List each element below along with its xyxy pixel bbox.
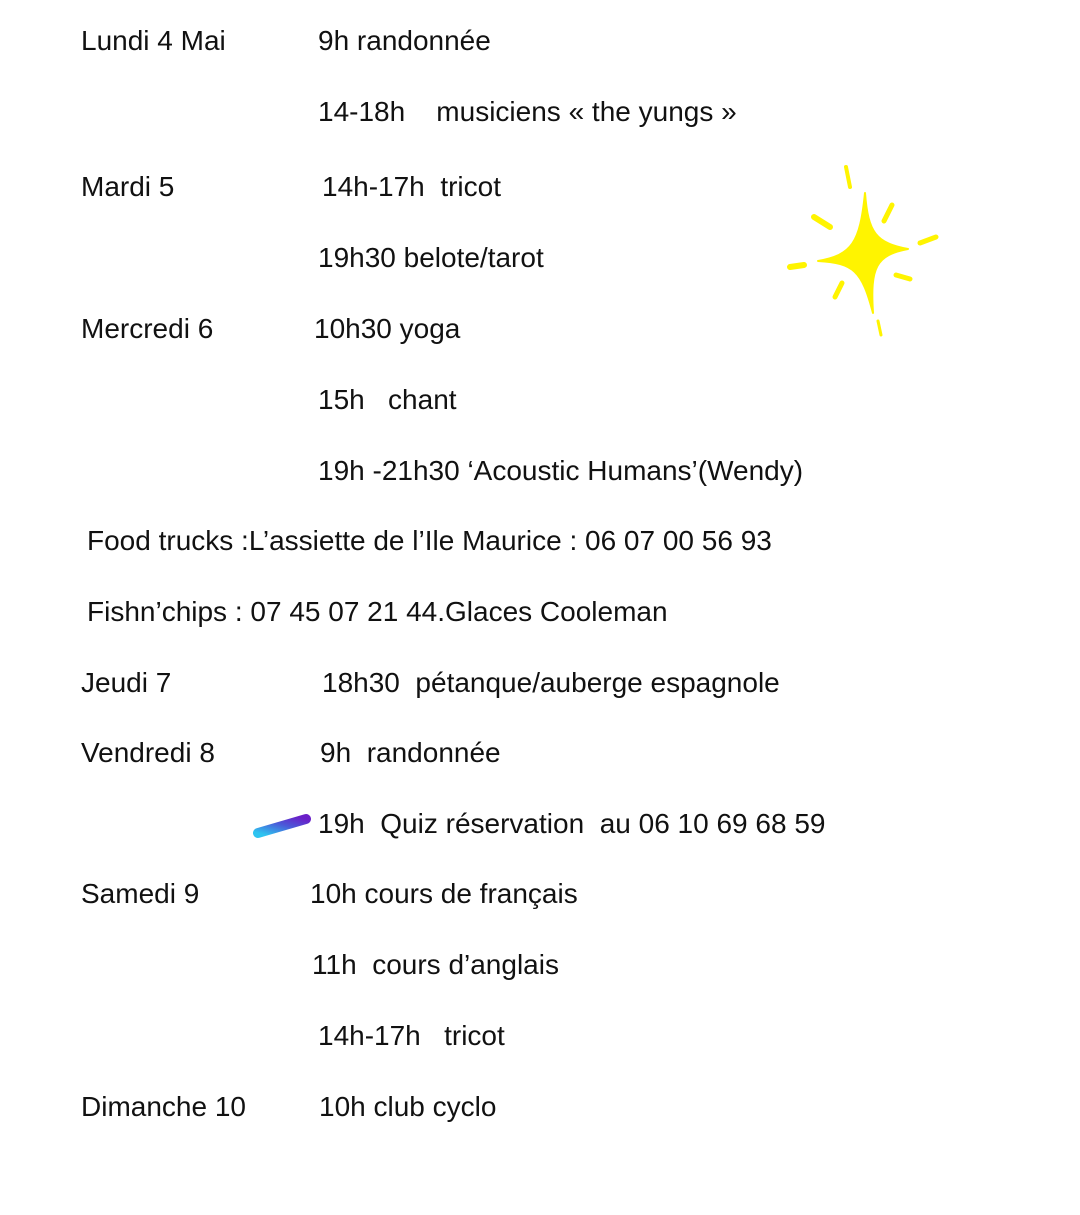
day-vendredi: Vendredi 8: [81, 737, 215, 768]
food-trucks-line-2: Fishn’chips : 07 45 07 21 44.Glaces Cooleman: [87, 596, 668, 627]
food-trucks-line-1: Food trucks :L’assiette de l’Ile Maurice : 06 07 00 56 93: [87, 525, 772, 556]
activity-samedi-2: 11h cours d’anglais: [312, 949, 559, 980]
activity-mercredi-3: 19h -21h30 ‘Acoustic Humans’(Wendy): [318, 455, 804, 486]
activity-mardi-1: 14h-17h tricot: [322, 171, 501, 202]
activity-lundi-2: 14-18h musiciens « the yungs »: [318, 96, 737, 127]
day-lundi: Lundi 4 Mai: [81, 25, 226, 56]
activity-vendredi-1: 9h randonnée: [320, 737, 501, 768]
activity-mercredi-2: 15h chant: [318, 384, 457, 415]
activity-jeudi-1: 18h30 pétanque/auberge espagnole: [322, 667, 780, 698]
day-jeudi: Jeudi 7: [81, 667, 172, 698]
activity-mardi-2: 19h30 belote/tarot: [318, 242, 544, 273]
activity-samedi-3: 14h-17h tricot: [318, 1020, 505, 1051]
activity-samedi-1: 10h cours de français: [310, 878, 578, 909]
day-samedi: Samedi 9: [81, 878, 200, 909]
activity-mercredi-1: 10h30 yoga: [314, 313, 461, 344]
day-mardi: Mardi 5: [81, 171, 175, 202]
activity-dimanche-1: 10h club cyclo: [319, 1091, 497, 1122]
sparkle-icon: [780, 155, 950, 345]
day-mercredi: Mercredi 6: [81, 313, 214, 344]
activity-lundi-1: 9h randonnée: [318, 25, 491, 56]
activity-vendredi-2: 19h Quiz réservation au 06 10 69 68 59: [318, 808, 826, 839]
gradient-stroke-icon: [248, 808, 318, 842]
day-dimanche: Dimanche 10: [81, 1091, 246, 1122]
